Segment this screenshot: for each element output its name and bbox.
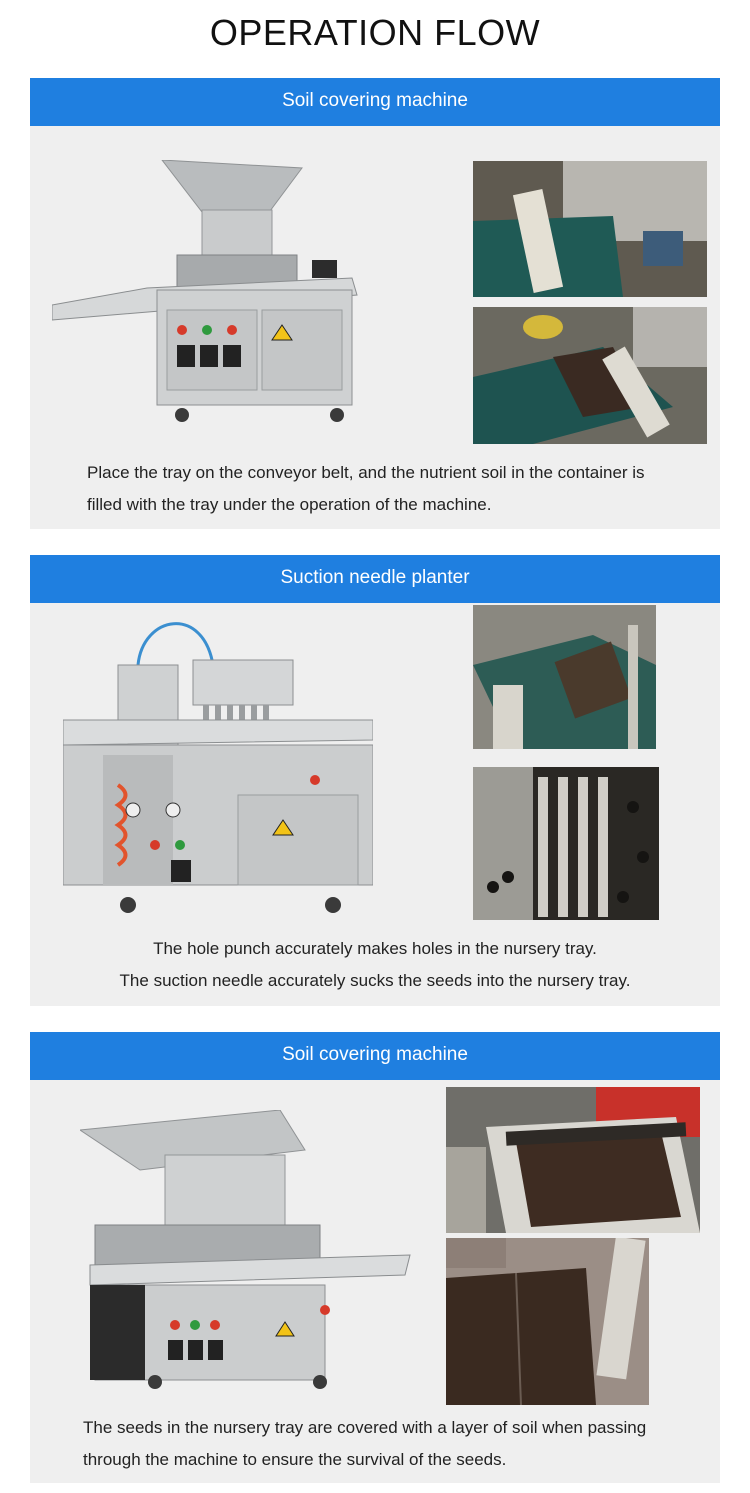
caption-line: The hole punch accurately makes holes in the nursery tray.	[153, 939, 597, 958]
section-soil-covering-1	[30, 78, 720, 529]
tray-conveyor-photo	[473, 605, 656, 749]
section-header: Soil covering machine	[30, 78, 720, 126]
soil-roller-photo	[446, 1238, 649, 1405]
caption-line: filled with the tray under the operation of the machine.	[87, 495, 492, 514]
soil-covering-machine-image	[80, 1110, 415, 1390]
section-header: Suction needle planter	[30, 555, 720, 603]
section-suction-needle	[30, 555, 720, 1006]
caption-line: The seeds in the nursery tray are covered with a layer of soil when passing	[83, 1418, 647, 1437]
caption-line: through the machine to ensure the survival of the seeds.	[83, 1450, 507, 1469]
section-caption	[87, 457, 707, 521]
section-soil-covering-2	[30, 1032, 720, 1483]
section-caption	[30, 933, 720, 997]
section-header: Soil covering machine	[30, 1032, 720, 1080]
suction-needles-closeup-photo	[473, 767, 659, 920]
caption-line: The suction needle accurately sucks the seeds into the nursery tray.	[119, 971, 631, 990]
suction-needle-planter-image	[63, 605, 373, 920]
caption-line: Place the tray on the conveyor belt, and the nutrient soil in the container is	[87, 463, 645, 482]
tray-filling-photo	[473, 307, 707, 444]
soil-covered-trays-photo	[446, 1087, 700, 1233]
section-caption	[83, 1412, 713, 1476]
conveyor-roller-photo	[473, 161, 707, 297]
soil-covering-machine-image	[52, 160, 372, 425]
page-title: OPERATION FLOW	[209, 12, 541, 53]
